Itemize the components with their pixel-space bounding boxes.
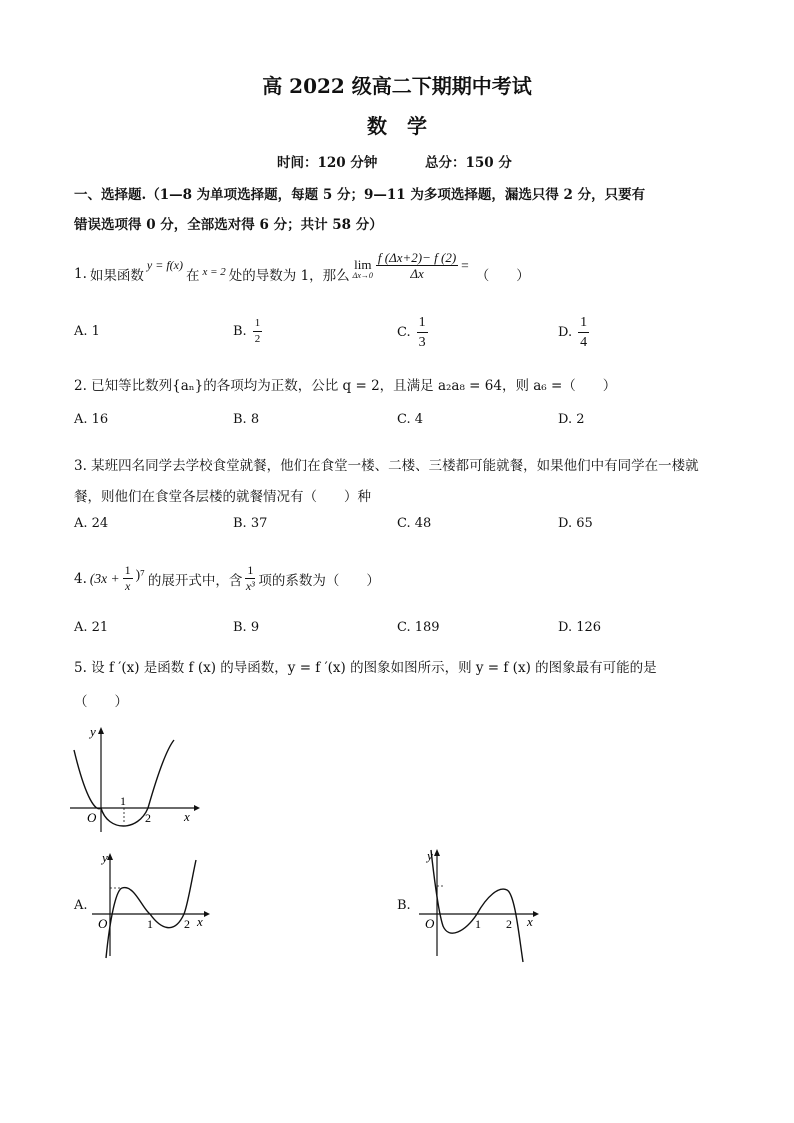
q1-difference-quotient: $\frac{f (\Delta x+2)- f (2)}{\Delta x}$ — [377, 250, 457, 281]
q4-option-b: B. 9 — [233, 620, 260, 635]
svg-text:2: 2 — [506, 917, 512, 931]
q4-option-c: C. 189 — [397, 620, 440, 635]
q4-option-d: D. 126 — [558, 620, 602, 635]
svg-text:x: x — [527, 914, 533, 929]
svg-text:y: y — [102, 850, 108, 865]
q4-option-a: A. 21 — [74, 620, 109, 635]
section-heading-line1: 一、选择题.（1—8 为单项选择题，每题 5 分；9—11 为多项选择题，漏选只得 2 分，只要有 — [74, 187, 646, 203]
q1-option-d: D. $\frac{1}{4}$ — [558, 315, 588, 350]
question-5-line1: 5. 设 f ′(x) 是函数 f (x) 的导函数，y = f ′(x) 的图象如图所示，则 y = f (x) 的图象最有可能的是 — [74, 660, 657, 676]
svg-text:x: x — [184, 809, 190, 824]
section-heading-line2: 错误选项得 0 分，全部选对得 6 分；共计 58 分） — [74, 217, 383, 233]
question-4: 4. (3x + $\frac{1}{x}$ )⁷ 的展开式中，含 $\frac{1}{\text{x³}}$ 项的系数为（ ） — [74, 563, 380, 593]
q1-condition: x = 2 — [202, 265, 226, 278]
svg-text:2: 2 — [184, 917, 190, 931]
q1-option-a: A. 1 — [74, 324, 100, 339]
svg-text:2: 2 — [145, 811, 151, 825]
q2-option-b: B. 8 — [233, 412, 260, 427]
time-label: 时间：120 分钟 — [277, 155, 378, 171]
q3-option-d: D. 65 — [558, 516, 593, 531]
q2-option-a: A. 16 — [74, 412, 109, 427]
q1-text-a: 如果函数 — [89, 267, 144, 284]
derivative-graph — [66, 720, 206, 835]
q2-option-c: C. 4 — [397, 412, 424, 427]
q4-term-fraction: $\frac{1}{\text{x³}}$ — [245, 563, 255, 593]
svg-text:O: O — [87, 810, 97, 825]
question-3-line2: 餐，则他们在食堂各层楼的就餐情况有（ ）种 — [74, 489, 371, 505]
q1-limit: lim Δx→0 — [352, 256, 373, 280]
option-a-curve — [106, 860, 196, 958]
question-1: 1. 如果函数 y = f(x) 在 x = 2 处的导数为 1，那么 lim Δx→0 $\frac{f (\Delta x+2)- f (2)}{\Delta x}$ = （ ） — [74, 250, 530, 284]
svg-text:O: O — [425, 916, 435, 931]
q3-option-c: C. 48 — [397, 516, 432, 531]
q4-expression: (3x + — [89, 570, 120, 586]
svg-text:O: O — [98, 916, 108, 931]
q1-function: y = f(x) — [146, 258, 183, 272]
svg-text:x: x — [197, 914, 203, 929]
q4-expression-fraction: $\frac{1}{x}$ — [124, 563, 131, 593]
q1-answer-blank: （ ） — [475, 267, 530, 284]
q3-option-a: A. 24 — [74, 516, 109, 531]
q5-option-b-graph — [415, 846, 550, 966]
svg-text:y: y — [427, 848, 433, 863]
q5-option-a-graph — [88, 848, 218, 963]
subject-title: 数 学 — [367, 114, 427, 138]
question-5-line2: （ ） — [74, 694, 128, 710]
q2-option-d: D. 2 — [558, 412, 585, 427]
q1-option-c: C. $\frac{1}{3}$ — [397, 315, 426, 350]
svg-text:1: 1 — [147, 917, 153, 931]
q5-option-b-label: B. — [397, 898, 411, 913]
question-2: 2. 已知等比数列{aₙ}的各项均为正数，公比 q = 2，且满足 a₂a₈ = 64，则 a₆ =（ ） — [74, 378, 617, 394]
q1-text-c: 处的导数为 1，那么 — [228, 267, 350, 284]
question-3-line1: 3. 某班四名同学去学校食堂就餐，他们在食堂一楼、二楼、三楼都可能就餐，如果他们中有同学在一楼就 — [74, 458, 699, 474]
svg-text:y: y — [90, 724, 96, 739]
q1-number: 1. — [74, 265, 87, 282]
svg-text:1: 1 — [475, 917, 481, 931]
q3-option-b: B. 37 — [233, 516, 268, 531]
q1-text-b: 在 — [185, 267, 200, 284]
exam-title: 高 2022 级高二下期期中考试 — [262, 74, 532, 98]
score-label: 总分：150 分 — [425, 155, 512, 171]
svg-text:1: 1 — [120, 794, 126, 808]
q1-option-b: B. $\frac{1}{2}$ — [233, 317, 261, 345]
option-b-curve — [431, 850, 523, 962]
q5-option-a-label: A. — [74, 898, 88, 913]
